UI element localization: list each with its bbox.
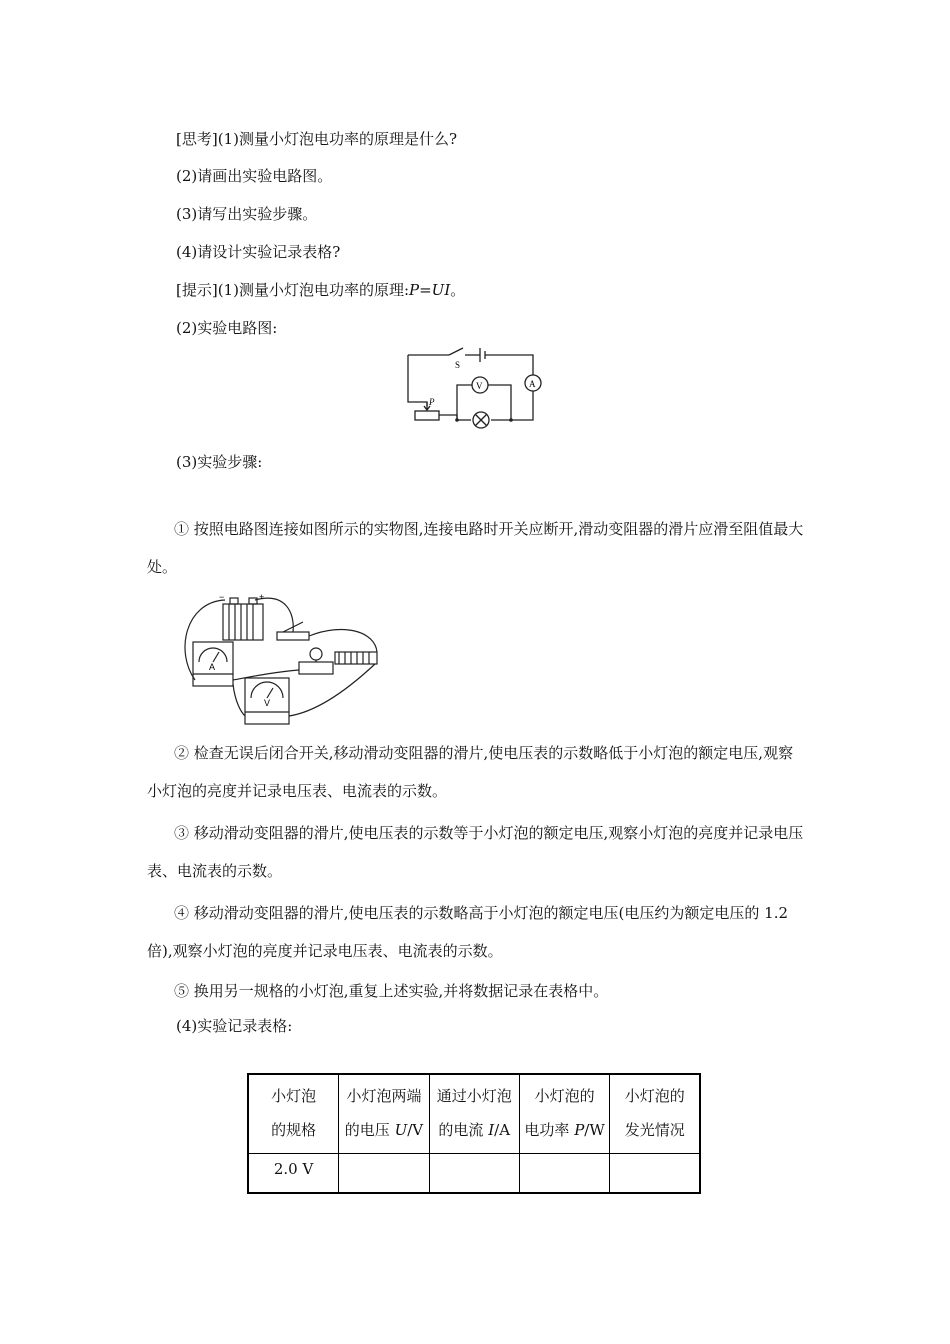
step-1: ① 按照电路图连接如图所示的实物图,连接电路时开关应断开,滑动变阻器的滑片应滑至阻值最大处。 (147, 520, 804, 576)
hint-principle-end: 。 (450, 281, 466, 299)
header-voltage-l1: 小灯泡两端 (346, 1087, 422, 1105)
header-brightness-l2: 发光情况 (624, 1121, 685, 1139)
table-cell-power (519, 1154, 610, 1194)
hint-table-title: (4)实验记录表格: (176, 1017, 293, 1035)
header-spec-l1: 小灯泡 (271, 1087, 317, 1105)
ammeter-photo-label: A (209, 662, 216, 672)
apparatus-illustration (175, 592, 385, 732)
hint-circuit-title: (2)实验电路图: (176, 319, 278, 337)
hint-steps-title: (3)实验步骤: (176, 453, 263, 471)
header-spec (248, 1074, 339, 1154)
header-power-l1: 小灯泡的 (534, 1087, 595, 1105)
think-question-4: (4)请设计实验记录表格? (176, 243, 341, 261)
think-question-3: (3)请写出实验步骤。 (176, 205, 318, 223)
header-spec-l2: 的规格 (271, 1121, 317, 1139)
header-current-l2: 的电流 I/A (438, 1121, 511, 1139)
table-row (248, 1154, 700, 1194)
table-cell-voltage (339, 1154, 430, 1194)
hint-principle (176, 280, 465, 300)
circuit-diagram (405, 345, 555, 430)
header-voltage (339, 1074, 430, 1154)
switch-label: S (455, 360, 461, 370)
header-current (429, 1074, 519, 1154)
hint-principle-text: [提示](1)测量小灯泡电功率的原理: (176, 281, 410, 299)
step-2: ② 检查无误后闭合开关,移动滑动变阻器的滑片,使电压表的示数略低于小灯泡的额定电压,观察小灯泡的亮度并记录电压表、电流表的示数。 (147, 744, 794, 800)
header-power-l2: 电功率 P/W (524, 1121, 605, 1139)
table-cell-spec: 2.0 V (248, 1154, 339, 1194)
step-4: ④ 移动滑动变阻器的滑片,使电压表的示数略高于小灯泡的额定电压(电压约为额定电压的 1.2 倍),观察小灯泡的亮度并记录电压表、电流表的示数。 (147, 904, 789, 960)
battery-plus-label: + (259, 592, 265, 602)
battery-minus-label: − (219, 592, 225, 602)
header-brightness-l1: 小灯泡的 (624, 1087, 685, 1105)
ammeter-label: A (529, 379, 536, 389)
voltmeter-photo-label: V (264, 698, 271, 708)
step-5: ⑤ 换用另一规格的小灯泡,重复上述实验,并将数据记录在表格中。 (174, 982, 609, 1000)
think-question-1: [思考](1)测量小灯泡电功率的原理是什么? (176, 130, 457, 148)
think-question-2: (2)请画出实验电路图。 (176, 167, 333, 185)
record-table (247, 1073, 701, 1194)
header-voltage-l2: 的电压 U/V (344, 1121, 424, 1139)
table-cell-brightness (610, 1154, 700, 1194)
header-current-l1: 通过小灯泡 (436, 1087, 512, 1105)
step-3: ③ 移动滑动变阻器的滑片,使电压表的示数等于小灯泡的额定电压,观察小灯泡的亮度并记录电压表、电流表的示数。 (147, 824, 804, 880)
header-power (519, 1074, 610, 1154)
table-header-row (248, 1074, 700, 1154)
header-brightness (610, 1074, 700, 1154)
slider-label: P (429, 397, 435, 407)
voltmeter-label: V (476, 381, 483, 391)
table-cell-current (429, 1154, 519, 1194)
power-formula: P=UI (409, 281, 451, 299)
